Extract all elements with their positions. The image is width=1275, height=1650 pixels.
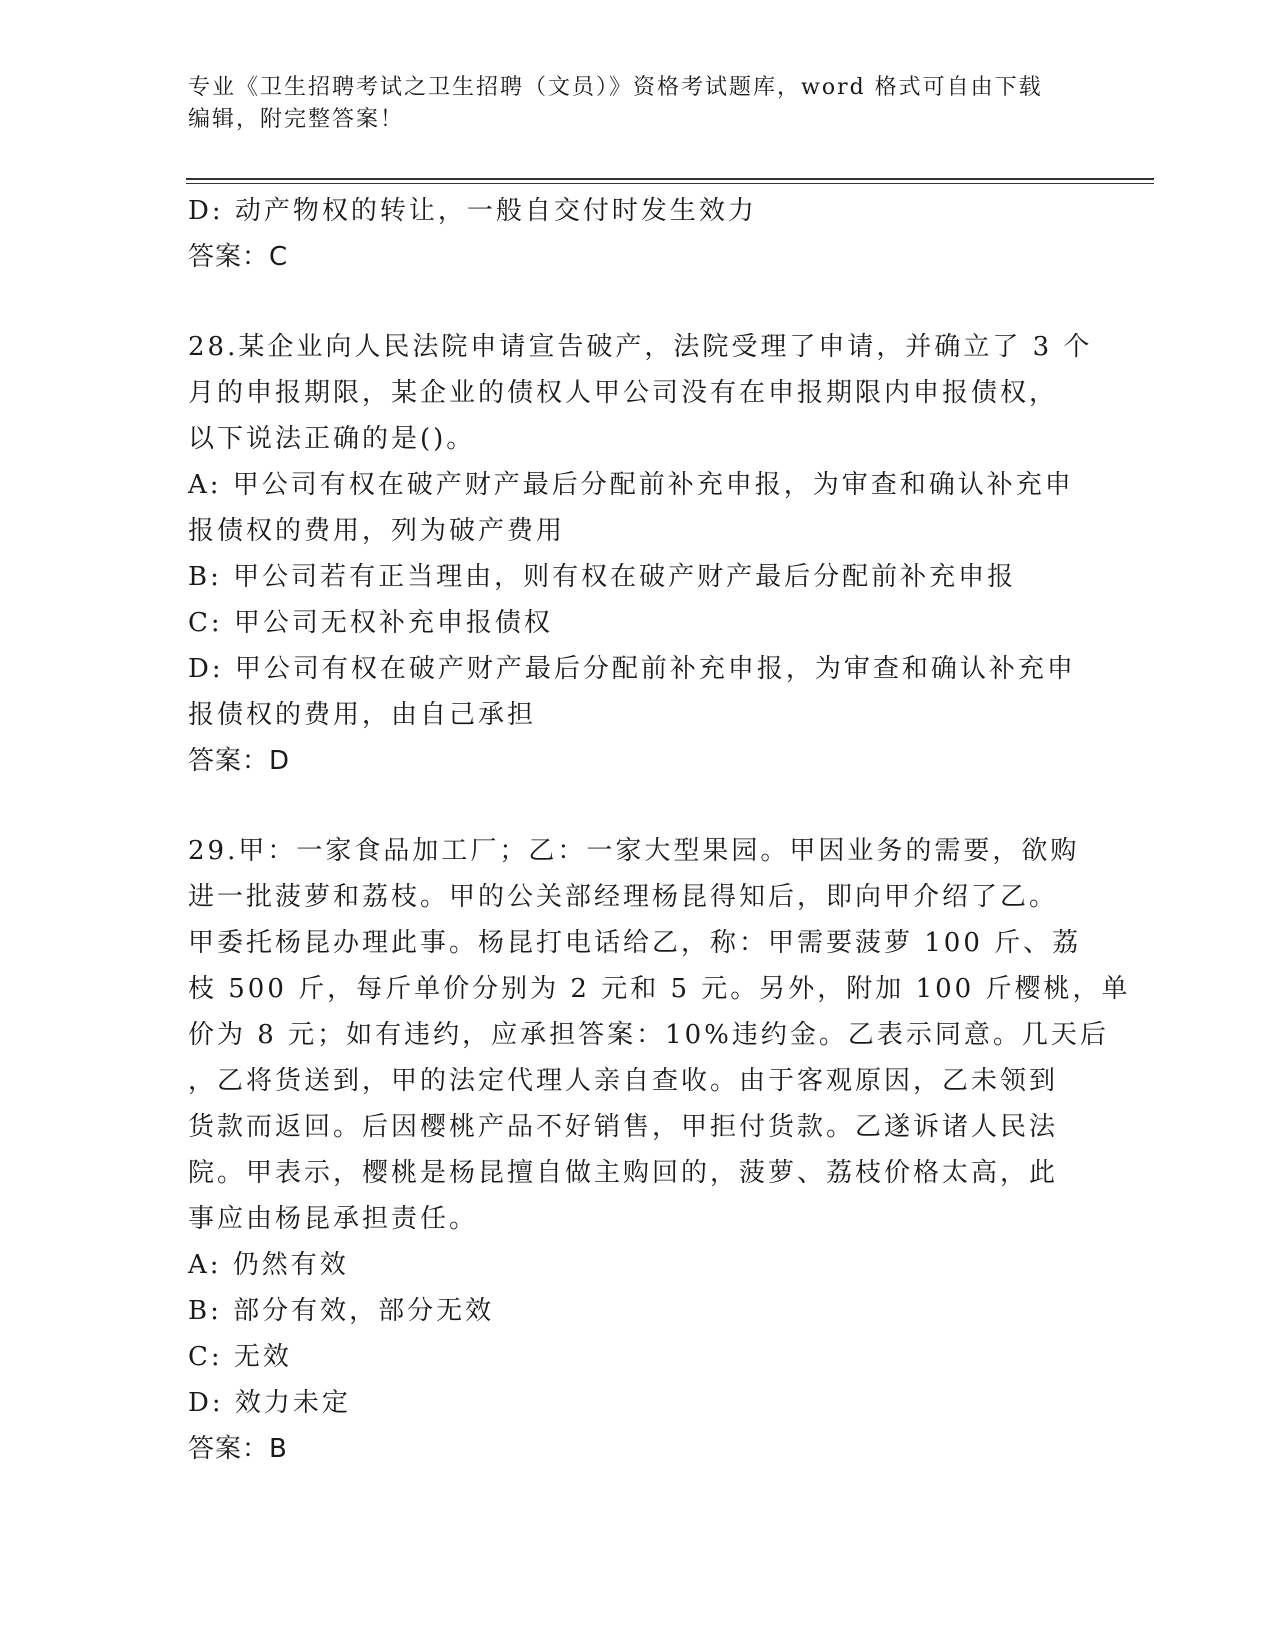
- question-stem-line: ，乙将货送到，甲的法定代理人亲自查收。由于客观原因，乙未领到: [188, 1066, 1059, 1096]
- document-header: [188, 72, 1088, 136]
- option-c: C: 无效: [188, 1342, 292, 1372]
- option-a: A: 仍然有效: [188, 1250, 349, 1280]
- header-line-2: 编辑，附完整答案！: [188, 107, 405, 132]
- option-d-continued: 报债权的费用，由自己承担: [188, 700, 537, 730]
- question-stem-line: 以下说法正确的是()。: [188, 424, 476, 454]
- option-d: D: 甲公司有权在破产财产最后分配前补充申报，为审查和确认补充申: [188, 654, 1076, 684]
- question-stem-line: 院。甲表示，樱桃是杨昆擅自做主购回的，菠萝、荔枝价格太高，此: [188, 1158, 1059, 1188]
- question-stem-line: 价为 8 元；如有违约，应承担答案：10%违约金。乙表示同意。几天后: [188, 1020, 1109, 1050]
- answer-line: 答案：D: [188, 746, 291, 776]
- option-a: A: 甲公司有权在破产财产最后分配前补充申报，为审查和确认补充申: [188, 470, 1074, 500]
- question-28: [188, 324, 1093, 784]
- previous-question-tail: [188, 188, 1088, 280]
- question-29: [188, 828, 1131, 1472]
- answer-line: 答案：B: [188, 1434, 288, 1464]
- document-body: [188, 188, 1131, 1472]
- question-stem-line: 甲委托杨昆办理此事。杨昆打电话给乙，称：甲需要菠萝 100 斤、荔: [188, 928, 1082, 958]
- header-line-1: 专业《卫生招聘考试之卫生招聘（文员）》资格考试题库，word 格式可自由下载: [188, 75, 1043, 100]
- option-c: C: 甲公司无权补充申报债权: [188, 608, 553, 638]
- question-stem-line: 月的申报期限，某企业的债权人甲公司没有在申报期限内申报债权，: [188, 378, 1059, 408]
- option-b: B: 部分有效，部分无效: [188, 1296, 495, 1326]
- header-divider-thin: [186, 183, 1154, 184]
- option-b: B: 甲公司若有正当理由，则有权在破产财产最后分配前补充申报: [188, 562, 1017, 592]
- question-stem-line: 事应由杨昆承担责任。: [188, 1204, 479, 1234]
- option-a-continued: 报债权的费用，列为破产费用: [188, 516, 566, 546]
- question-stem-line: 货款而返回。后因樱桃产品不好销售，甲拒付货款。乙遂诉诸人民法: [188, 1112, 1059, 1142]
- answer-line: 答案：C: [188, 242, 289, 272]
- question-stem-line: 枝 500 斤，每斤单价分别为 2 元和 5 元。另外，附加 100 斤樱桃，单: [188, 974, 1131, 1004]
- option-d: D: 效力未定: [188, 1388, 351, 1418]
- question-stem-line: 进一批菠萝和荔枝。甲的公关部经理杨昆得知后，即向甲介绍了乙。: [188, 882, 1059, 912]
- option-d: D: 动产物权的转让，一般自交付时发生效力: [188, 196, 757, 226]
- question-stem-line: 29.甲：一家食品加工厂；乙：一家大型果园。甲因业务的需要，欲购: [188, 836, 1080, 866]
- header-divider-thick: [186, 178, 1154, 180]
- question-stem-line: 28.某企业向人民法院申请宣告破产，法院受理了申请，并确立了 3 个: [188, 332, 1093, 362]
